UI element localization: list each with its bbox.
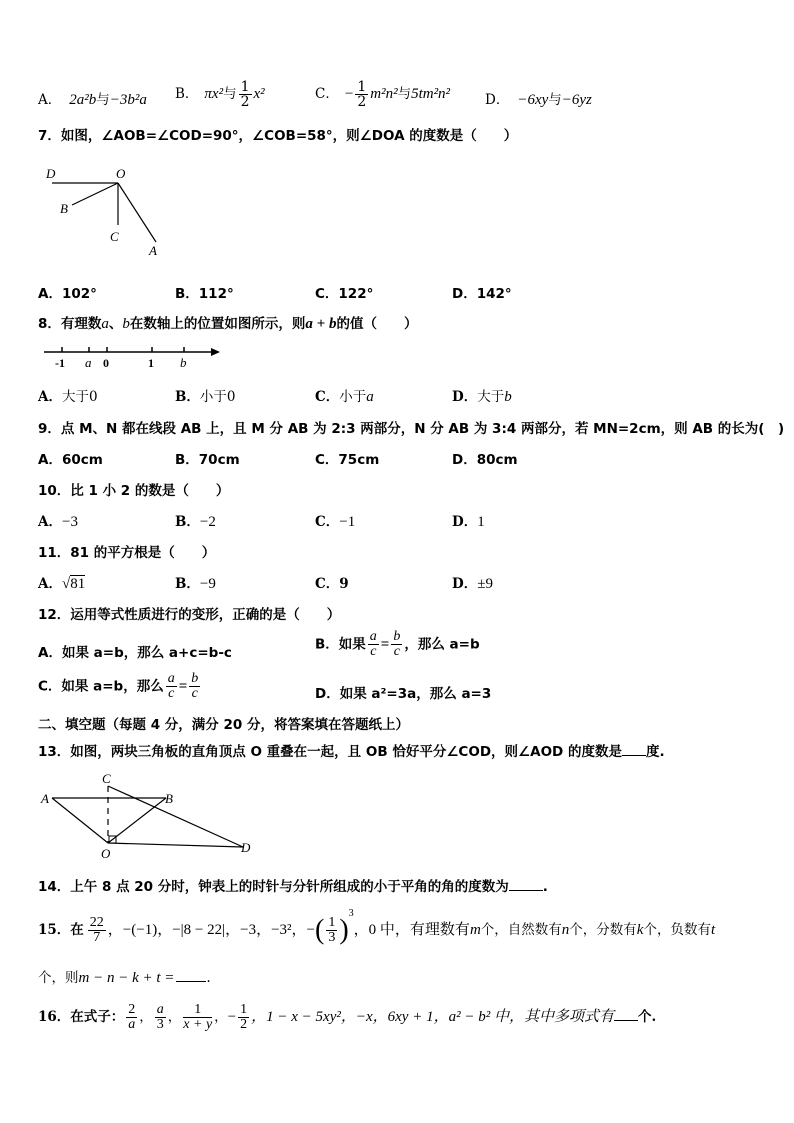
q10-option-b: B．−2 bbox=[175, 514, 216, 530]
q13-label-a: A bbox=[41, 791, 49, 806]
q7-option-a: A．102° bbox=[38, 286, 97, 302]
q9-option-b: B．70cm bbox=[175, 452, 240, 468]
q12-option-a: A．如果 a=b，那么 a+c=b-c bbox=[38, 645, 232, 661]
q13-figure bbox=[38, 770, 263, 862]
q8-stem: 8．有理数a、b在数轴上的位置如图所示，则a + b的值（ ） bbox=[38, 316, 418, 332]
q15-stem-line1: 15．在 $\frac{22}{7}$ ，−(−1)，−|8 − 22|，−3，−3²，−( $\frac{1}{3}$ )$^3$，0 中，有理数有m个，自然数有n个，分数有k个，负数有t bbox=[38, 908, 716, 946]
q16-answer-blank[interactable] bbox=[614, 1008, 638, 1021]
q6-option-c: C． − $\frac{1}{2}$ m²n²与5tm²n² bbox=[315, 79, 451, 110]
q8-number-line bbox=[40, 340, 225, 372]
q11-option-b: B．−9 bbox=[175, 576, 216, 592]
q7-stem: 7．如图，∠AOB=∠COD=90°，∠COB=58°，则∠DOA 的度数是（ ） bbox=[38, 128, 518, 144]
q8-tick-label-1: 1 bbox=[148, 356, 154, 370]
q13-label-o: O bbox=[101, 846, 111, 861]
q12-option-d: D．如果 a²=3a，那么 a=3 bbox=[315, 686, 492, 702]
q9-option-c: C．75cm bbox=[315, 452, 380, 468]
q12-option-b: B．如果 $\frac{a}{c}$ = $\frac{b}{c}$ ，那么 a=b bbox=[315, 629, 480, 659]
q6-option-a: A． 2a²b与−3b²a bbox=[38, 92, 147, 108]
q8-tick-label-0: 0 bbox=[103, 356, 109, 370]
q9-option-d: D．80cm bbox=[452, 452, 518, 468]
q15-answer-blank[interactable] bbox=[176, 969, 206, 982]
q13-label-d: D bbox=[241, 840, 251, 855]
q7-label-c: C bbox=[110, 229, 119, 244]
q8-tick-label-minus1: -1 bbox=[55, 356, 65, 370]
q9-stem: 9．点 M、N 都在线段 AB 上，且 M 分 AB 为 2:3 两部分，N 分 AB 为 3:4 两部分，若 MN=2cm，则 AB 的长为( ) bbox=[38, 421, 785, 437]
q6-option-d: D． −6xy与−6yz bbox=[485, 92, 592, 108]
q10-option-d: D．1 bbox=[452, 514, 485, 530]
q7-option-c: C．122° bbox=[315, 286, 374, 302]
q14-stem: 14．上午 8 点 20 分时，钟表上的时针与分针所组成的小于平角的角的度数为 . bbox=[38, 879, 548, 895]
q8-option-a: A．大于0 bbox=[38, 389, 98, 405]
q12-stem: 12．运用等式性质进行的变形，正确的是（ ） bbox=[38, 607, 341, 623]
q7-label-b: B bbox=[60, 201, 68, 216]
q8-tick-label-b: b bbox=[180, 355, 187, 370]
q7-option-b: B．112° bbox=[175, 286, 234, 302]
q11-option-d: D．±9 bbox=[452, 576, 493, 592]
q13-label-c: C bbox=[102, 771, 111, 786]
q12-option-c: C．如果 a=b，那么 $\frac{a}{c}$ = $\frac{b}{c}$ bbox=[38, 671, 199, 701]
q10-option-a: A．−3 bbox=[38, 514, 78, 530]
q8-option-d: D．大于b bbox=[452, 389, 512, 405]
q11-stem: 11．81 的平方根是（ ） bbox=[38, 545, 216, 561]
q14-answer-blank[interactable] bbox=[509, 878, 543, 891]
q7-figure bbox=[40, 160, 170, 260]
q8-option-c: C．小于a bbox=[315, 389, 374, 405]
q13-label-b: B bbox=[165, 791, 173, 806]
q15-stem-line2: 个，则m − n − k + t = . bbox=[38, 970, 211, 986]
q7-label-o: O bbox=[116, 166, 126, 181]
q16-stem: 16．在式子： $\frac{2}{a}$ ， $\frac{a}{3}$ ， $\frac{1}{x + y}$ ，− $\frac{1}{2}$ ，1 − x − 5xy²，−x，6xy + 1，a² − b² 中，其中多项式有 个. bbox=[38, 1002, 657, 1032]
q6-option-b: B． πx²与 $\frac{1}{2}$ x² bbox=[175, 79, 265, 110]
q7-option-d: D．142° bbox=[452, 286, 512, 302]
q11-option-c: C．9 bbox=[315, 576, 349, 592]
q10-option-c: C．−1 bbox=[315, 514, 356, 530]
q13-answer-blank[interactable] bbox=[622, 743, 646, 756]
q9-option-a: A．60cm bbox=[38, 452, 103, 468]
q10-stem: 10．比 1 小 2 的数是（ ） bbox=[38, 483, 230, 499]
section-2-heading: 二、填空题（每题 4 分，满分 20 分，将答案填在答题纸上） bbox=[38, 717, 409, 733]
q7-label-a: A bbox=[149, 243, 157, 258]
q11-option-a: A．√81 bbox=[38, 576, 86, 592]
q8-option-b: B．小于0 bbox=[175, 389, 236, 405]
q7-label-d: D bbox=[46, 166, 56, 181]
q8-tick-label-a: a bbox=[85, 355, 92, 370]
q13-stem: 13．如图，两块三角板的直角顶点 O 重叠在一起，且 OB 恰好平分∠COD，则∠AOD 的度数是 度. bbox=[38, 744, 665, 760]
